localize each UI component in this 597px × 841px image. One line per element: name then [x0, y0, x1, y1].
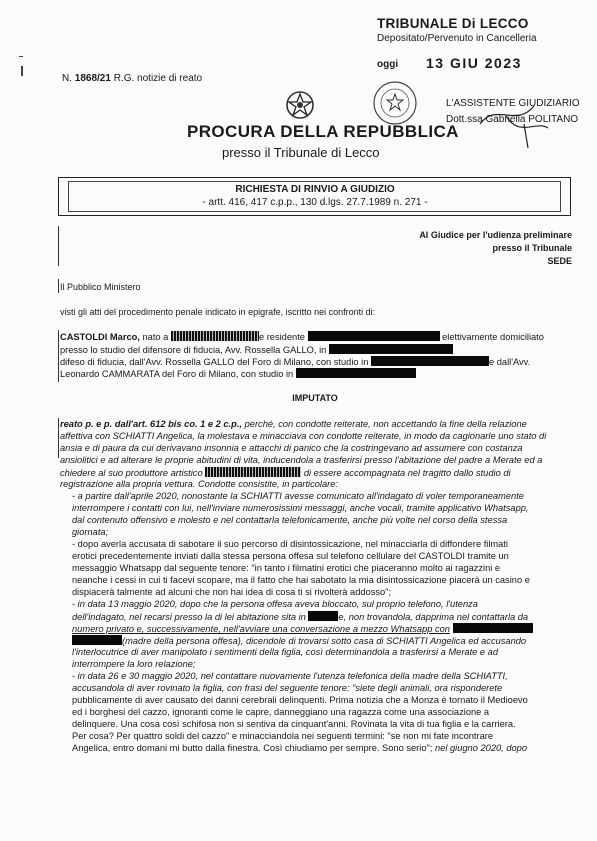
charge-d-3: pubblicamente di aver causato dei danni cerebrali delinquenti. Prima notizia che a Monza è tornato il Medioevo [72, 695, 528, 705]
court-stamp-title: TRIBUNALE Di LECCO [377, 16, 529, 31]
imputato-heading: IMPUTATO [292, 393, 338, 403]
charge-c-6: interrompere la loro relazione; [72, 659, 196, 669]
charge-b-5: dispiacerà talmente ad alcuni che non hai idea di cosa ti si rivolterà addosso"; [72, 587, 392, 597]
charge-d-4: ed i borghesi del cazzo, ignoranti come le capre, danneggiano una ragazza come una associazione a [72, 707, 490, 717]
office-subtitle: presso il Tribunale di Lecco [222, 145, 380, 160]
clerk-title: L'ASSISTENTE GIUDIZIARIO [446, 98, 580, 109]
republic-emblem-icon [283, 88, 317, 122]
defendant-line-1: CASTOLDI Marco, nato a e residente elettivamente domiciliato [60, 332, 544, 342]
charge-d-7: Angelica, entro domani mi butto dalla finestra. Così chiudiamo per sempre. Sono serio"; nel giugno 2020, dopo [72, 743, 528, 753]
pm-line: Il Pubblico Ministero [60, 282, 141, 292]
charge-d-6: Per cosa? Per quattro soldi del cazzo" e minacciandola nei seguenti termini: "se non mi fate incontrare [72, 731, 494, 741]
clerk-signature [476, 98, 566, 158]
margin-bar [58, 418, 59, 458]
margin-bar [58, 226, 59, 266]
charge-c-2: dell'indagato, nel recarsi presso la di lei abitazione sita in e, non trovandola, dapprima nel contattarla da [72, 612, 529, 622]
margin-tick [19, 56, 23, 57]
charge-b-2: erotici precedentemente inviati dalla stessa persona offesa sul telefono cellulare del CASTOLDI tramite un [72, 551, 509, 561]
charge-line-5: chiedere al suo produttore artistico di essere accompagnata nel tragitto dallo studio di [60, 468, 511, 478]
addressee-line-3: SEDE [547, 256, 572, 266]
defendant-line-3: difeso di fiducia, dall'Avv. Rossella GALLO del Foro di Milano, con studio in e dall'Avv. [60, 357, 531, 367]
margin-bar [58, 330, 59, 382]
addressee-line-1: Al Giudice per l'udienza preliminare [419, 230, 572, 240]
charge-line-1: reato p. e p. dall'art. 612 bis co. 1 e 2 c.p., perché, con condotte reiterate, non accettando la fine della relazione [60, 419, 527, 429]
margin-bar [58, 279, 59, 293]
rg-number: 1868/21 [74, 73, 111, 84]
court-stamp-deposited: Depositato/Pervenuto in Cancelleria [377, 33, 537, 44]
charge-c-3: numero privato e, successivamente, nell'avviare una conversazione a mezzo Whatsapp con [60, 623, 574, 636]
charge-a-1: - a partire dall'aprile 2020, nonostante la SCHIATTI avesse comunicato all'indagato di voler temporaneamente [72, 491, 524, 501]
charge-c-5: l'interlocutrice di aver manipolato i sentimenti della figlia, così determinandola a trasferirsi a Merate e ad [72, 647, 499, 657]
court-stamp-oggi: oggi [377, 59, 399, 70]
charge-a-2: interrompere i contatti con lui, nell'inviare numerosissimi messaggi, anche vocali, tramite applicativo Whatsapp, [72, 503, 529, 513]
margin-tick [21, 66, 23, 76]
charge-d-1: - in data 26 e 30 maggio 2020, nel contattare nuovamente l'utenza telefonica della madre della SCHIATTI, [72, 671, 508, 681]
charge-line-3: ansia e di paura da cui derivavano insonnia e attacchi di panico che la costringevano ad assumere con costanza [60, 443, 523, 453]
charge-b-3: messaggio Whatsapp dal seguente tenore: "in tanto i filmatini erotici che piaceranno molto ai ragazzini e [72, 563, 501, 573]
addressee-line-2: presso il Tribunale [492, 243, 572, 253]
charge-d-2: accusandola di aver rovinato la figlia, con frasi del seguente tenore: "siete degli animali, ora risponderete [72, 683, 503, 693]
office-title: PROCURA DELLA REPUBBLICA [187, 122, 459, 141]
clerk-name: Dott.ssa Gabriella POLITANO [446, 114, 579, 125]
charge-line-4: ansiolitici e ad alterare le proprie abitudini di vita, inducendola a trasferirsi presso l'abitazione del padre a Merate ed a [60, 455, 543, 465]
charge-d-5: delinquere. Una cosa così schifosa non si sentiva da cinquant'anni. Rovinata la vita di tua figlia e la carriera. [72, 719, 516, 729]
defendant-line-2: presso lo studio del difensore di fiducia, Avv. Rossella GALLO, in [60, 344, 574, 357]
charge-b-4: neanche i cessi in cui ti facevi scopare, ma il fatto che hai sabotato la mia disintossicazione piacerà un casino e [72, 575, 530, 585]
court-stamp-date: 13 GIU 2023 [426, 55, 522, 71]
charge-line-2: affettiva con SCHIATTI Angelica, la molestava e minacciava con condotte reiterate, in modo da cagionarle uno stato di [60, 431, 547, 441]
rg-number-line: N. 1868/21 R.G. notizie di reato [62, 73, 203, 84]
request-articles: - artt. 416, 417 c.p.p., 130 d.lgs. 27.7.1989 n. 271 - [202, 197, 428, 208]
charge-c-1: - in data 13 maggio 2020, dopo che la persona offesa aveva bloccato, sul proprio telefono, l'utenza [72, 599, 478, 609]
charge-c-4: (madre della persona offesa), dicendole di trovarsi sotto casa di SCHIATTI Angelica ed accusando [60, 635, 574, 648]
request-title: RICHIESTA DI RINVIO A GIUDIZIO [235, 184, 395, 195]
visti-line: visti gli atti del procedimento penale indicato in epigrafe, iscritto nei confronti di: [60, 307, 376, 317]
charge-line-6: registrazione alla propria vettura. Condotte consistite, in particolare: [60, 479, 339, 489]
charge-a-3: dal contenuto offensivo e molesto e nel contattarla telefonicamente, anche più volte nel corso della stessa [72, 515, 508, 525]
defendant-line-4: Leonardo CAMMARATA del Foro di Milano, con studio in [60, 368, 574, 381]
charge-b-1: - dopo averla accusata di sabotare il suo percorso di disintossicazione, nel minacciarla di diffondere filmati [72, 539, 508, 549]
tribunale-seal-icon [372, 80, 418, 126]
charge-a-4: giornata; [72, 527, 109, 537]
